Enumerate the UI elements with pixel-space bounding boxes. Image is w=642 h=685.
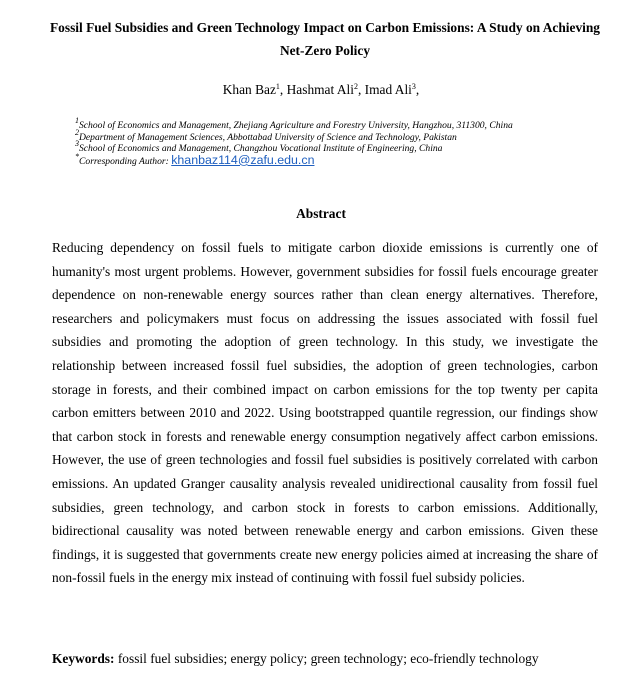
keywords bbox=[52, 649, 612, 669]
abstract-body: Reducing dependency on fossil fuels to mitigate carbon dioxide emissions is currently one of humanity's most urgent problems. However, government subsidies for fossil fuels encourage greater dependence on non-renewable energy sources rather than clean energy alternatives. Therefore, researchers and policymakers must focus on addressing the issues associated with fossil fuel subsidies and promoting the adoption of green technology. In this study, we investigate the relationship between increased fossil fuel subsidies, the adoption of green technologies, carbon storage in forests, and their combined impact on carbon emissions for the top twenty per capita carbon emitters between 2010 and 2022. Using bootstrapped quantile regression, our findings show that carbon stock in forests and renewable energy consumption negatively affect carbon emissions. However, the use of green technologies and fossil fuel subsidies is positively correlated with carbon emissions. An updated Granger causality analysis revealed unidirectional causality from fossil fuel subsidies, green technology, and carbon stock in forests to carbon emissions. Additionally, bidirectional causality was noted between renewable energy and carbon emissions. Given these findings, it is suggested that governments create new energy policies aimed at increasing the share of non-fossil fuels in the energy mix instead of continuing with fossil fuel subsidy policies. bbox=[52, 240, 598, 586]
author: Imad Ali$^3$, bbox=[364, 82, 420, 97]
email-link[interactable]: khanbaz114@zafu.edu.cn bbox=[171, 152, 315, 167]
affiliation: $^2$Department of Management Sciences, Abbottabad University of Science and Technology, Pakistan bbox=[75, 127, 457, 143]
author: Khan Baz$^1$, bbox=[222, 82, 287, 97]
author-list bbox=[0, 81, 642, 99]
corresponding-author: *Corresponding Author: khanbaz114@zafu.edu.cn bbox=[75, 151, 315, 167]
affiliation: $^1$School of Economics and Management, Zhejiang Agriculture and Forestry University, Hangzhou, 311300, China bbox=[75, 116, 513, 131]
paper-title: Fossil Fuel Subsidies and Green Technology Impact on Carbon Emissions: A Study on Achieving Net-Zero Policy bbox=[49, 20, 600, 58]
keywords-text: fossil fuel subsidies; energy policy; green technology; eco-friendly technology bbox=[114, 651, 539, 666]
abstract-heading: Abstract bbox=[296, 206, 346, 221]
affiliations bbox=[75, 116, 615, 167]
author: Hashmat Ali$^2$, bbox=[286, 82, 365, 97]
keywords-label: Keywords: bbox=[52, 651, 115, 666]
affiliation: $^3$School of Economics and Management, Changzhou Vocational Institute of Engineering, China bbox=[75, 139, 443, 155]
